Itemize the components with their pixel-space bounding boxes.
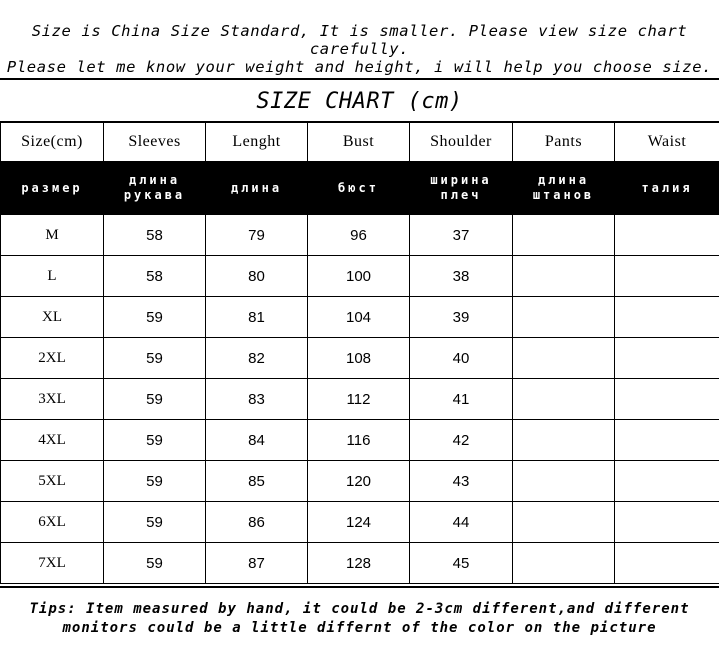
- header-size: Size(cm): [1, 123, 104, 162]
- cell-size: XL: [1, 297, 104, 338]
- cell-waist: [615, 502, 719, 543]
- cell-sleeves: 59: [104, 502, 206, 543]
- cell-shoulder: 37: [410, 215, 513, 256]
- cell-length: 87: [206, 543, 308, 584]
- cell-waist: [615, 215, 719, 256]
- tips-line-1: Tips: Item measured by hand, it could be 2-3cm different,and different: [29, 601, 690, 617]
- header-ru-sleeves: длина рукава: [104, 162, 206, 215]
- notice-line-2: Please let me know your weight and height, i will help you choose size.: [6, 58, 713, 76]
- cell-length: 84: [206, 420, 308, 461]
- cell-waist: [615, 379, 719, 420]
- header-ru-length: длина: [206, 162, 308, 215]
- cell-sleeves: 59: [104, 461, 206, 502]
- header-ru-pants: длина штанов: [513, 162, 615, 215]
- cell-sleeves: 58: [104, 256, 206, 297]
- cell-waist: [615, 256, 719, 297]
- cell-sleeves: 59: [104, 420, 206, 461]
- header-ru-size: размер: [1, 162, 104, 215]
- cell-shoulder: 38: [410, 256, 513, 297]
- cell-pants: [513, 215, 615, 256]
- header-ru-bust: бюст: [308, 162, 410, 215]
- cell-shoulder: 43: [410, 461, 513, 502]
- cell-bust: 128: [308, 543, 410, 584]
- cell-sleeves: 59: [104, 543, 206, 584]
- cell-waist: [615, 338, 719, 379]
- cell-size: 5XL: [1, 461, 104, 502]
- tips-note: [0, 586, 719, 651]
- cell-length: 83: [206, 379, 308, 420]
- header-shoulder: Shoulder: [410, 123, 513, 162]
- cell-bust: 116: [308, 420, 410, 461]
- cell-length: 80: [206, 256, 308, 297]
- tips-line-2: monitors could be a little differnt of the color on the picture: [62, 620, 657, 636]
- cell-length: 85: [206, 461, 308, 502]
- cell-bust: 112: [308, 379, 410, 420]
- table-row: [1, 215, 719, 256]
- cell-pants: [513, 379, 615, 420]
- cell-pants: [513, 461, 615, 502]
- header-sleeves: Sleeves: [104, 123, 206, 162]
- cell-size: 6XL: [1, 502, 104, 543]
- cell-size: 4XL: [1, 420, 104, 461]
- cell-pants: [513, 543, 615, 584]
- cell-length: 79: [206, 215, 308, 256]
- table-row: [1, 543, 719, 584]
- cell-waist: [615, 461, 719, 502]
- cell-pants: [513, 338, 615, 379]
- header-bust: Bust: [308, 123, 410, 162]
- cell-size: 7XL: [1, 543, 104, 584]
- table-row: [1, 297, 719, 338]
- size-notice: [0, 0, 719, 80]
- cell-size: M: [1, 215, 104, 256]
- cell-size: 3XL: [1, 379, 104, 420]
- header-length: Lenght: [206, 123, 308, 162]
- table-row: [1, 502, 719, 543]
- cell-shoulder: 42: [410, 420, 513, 461]
- cell-size: 2XL: [1, 338, 104, 379]
- cell-pants: [513, 502, 615, 543]
- header-waist: Waist: [615, 123, 719, 162]
- cell-shoulder: 44: [410, 502, 513, 543]
- cell-bust: 104: [308, 297, 410, 338]
- notice-line-1: Size is China Size Standard, It is smaller. Please view size chart carefully.: [31, 22, 688, 58]
- cell-pants: [513, 297, 615, 338]
- cell-shoulder: 41: [410, 379, 513, 420]
- cell-bust: 96: [308, 215, 410, 256]
- table-row: [1, 461, 719, 502]
- table-row: [1, 256, 719, 297]
- cell-size: L: [1, 256, 104, 297]
- cell-bust: 120: [308, 461, 410, 502]
- header-row-english: [1, 123, 719, 162]
- cell-length: 82: [206, 338, 308, 379]
- header-ru-shoulder: ширина плеч: [410, 162, 513, 215]
- table-row: [1, 420, 719, 461]
- cell-length: 86: [206, 502, 308, 543]
- cell-pants: [513, 256, 615, 297]
- cell-bust: 100: [308, 256, 410, 297]
- cell-bust: 124: [308, 502, 410, 543]
- cell-length: 81: [206, 297, 308, 338]
- cell-pants: [513, 420, 615, 461]
- cell-waist: [615, 297, 719, 338]
- size-chart-table: [0, 122, 719, 584]
- cell-sleeves: 59: [104, 297, 206, 338]
- header-ru-waist: талия: [615, 162, 719, 215]
- cell-sleeves: 59: [104, 379, 206, 420]
- cell-shoulder: 39: [410, 297, 513, 338]
- cell-waist: [615, 420, 719, 461]
- cell-waist: [615, 543, 719, 584]
- table-row: [1, 379, 719, 420]
- table-row: [1, 338, 719, 379]
- cell-sleeves: 59: [104, 338, 206, 379]
- cell-shoulder: 45: [410, 543, 513, 584]
- cell-sleeves: 58: [104, 215, 206, 256]
- header-row-russian: [1, 162, 719, 215]
- chart-title: SIZE CHART (cm): [0, 80, 719, 122]
- cell-bust: 108: [308, 338, 410, 379]
- cell-shoulder: 40: [410, 338, 513, 379]
- header-pants: Pants: [513, 123, 615, 162]
